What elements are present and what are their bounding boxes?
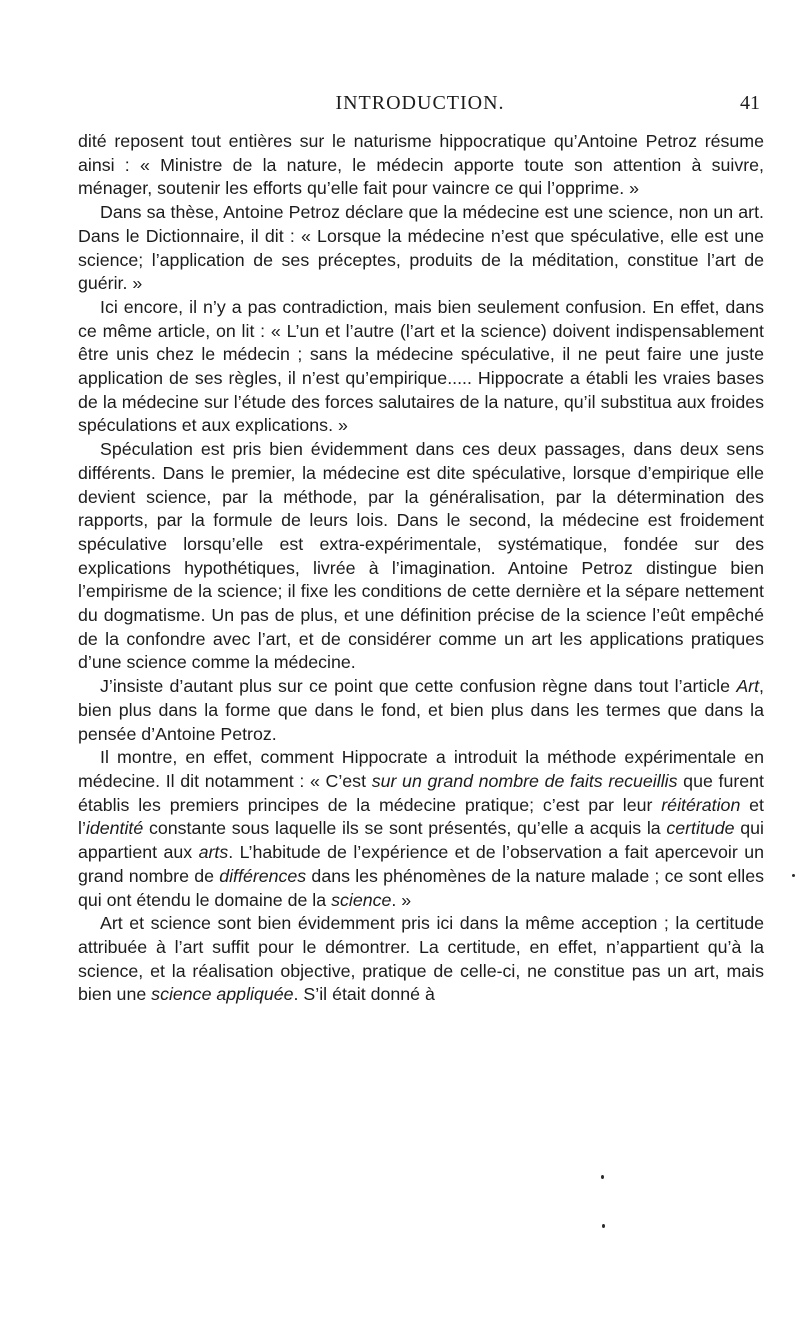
text-span: . L’habitude de l’expérience et de l’observation a fait apercevoir un grand nombre de [78,842,765,886]
paragraph [78,746,764,912]
italic-term: sur un grand nombre de faits recueillis [371,770,678,791]
text-span: Dans sa thèse, Antoine Petroz déclare que la médecine est une science, non un art. Dans le Dictionnaire, il dit : « Lorsque la médecine n’est que spéculative, elle est une science; l’application de ses préceptes, produits de la méditation, constitue l’art de guérir. » [78,202,764,294]
paragraph [78,296,764,438]
ink-speck [602,1224,605,1228]
text-span: . » [391,889,412,910]
page-number: 41 [740,92,760,114]
italic-term: science [331,889,392,910]
text-span: J’insiste d’autant plus sur ce point que cette confusion règne dans tout l’article [100,676,737,697]
text-span: constante sous laquelle ils se sont présentés, qu’elle a acquis la [143,818,667,839]
paragraph [78,675,764,746]
ink-speck [792,874,795,877]
italic-term: arts [198,842,229,863]
italic-term: réitération [661,794,741,815]
running-title: INTRODUCTION. [335,92,505,114]
ink-speck [601,1175,604,1179]
paragraph [78,438,764,675]
text-span: que furent établis les premiers principes de la médecine pratique; c’est par leur [78,770,764,815]
text-span: qui appartient aux [78,818,764,863]
italic-term: Art [736,676,760,697]
text-span: dans les phénomènes de la nature malade ; ce sont elles qui ont étendu le domaine de la [78,865,764,910]
text-span: Ici encore, il n’y a pas contradiction, mais bien seulement confusion. En effet, dans ce même article, on lit : « L’un et l’autre (l’art et la science) doivent indispensablement être unis chez le médecin ; sans la médecine spéculative, il ne peut faire une juste application de ses règles, il n’est qu’empirique..... Hippocrate a établi les vraies bases de la médecine sur l’étude des forces salutaires de la nature, qu’il substitua aux froides spéculations et aux explications. » [78,296,764,436]
text-span: Il montre, en effet, comment Hippocrate a introduit la méthode expérimentale en médecine. Il dit notamment : « C’est [78,747,764,791]
text-span: dité reposent tout entières sur le naturisme hippocratique qu’Antoine Petroz résume ainsi : « Ministre de la nature, le médecin apporte toute son attention à suivre, ménager, soutenir les efforts qu’elle fait pour vaincre ce qui l’opprime. » [78,131,764,199]
italic-term: identité [85,818,144,839]
italic-term: certitude [666,818,735,839]
text-span: . S’il était donné à [293,984,435,1005]
text-span: Spéculation est pris bien évidemment dans ces deux passages, dans deux sens différents. Dans le premier, la médecine est dite spéculative, lorsque d’empirique elle devient science, par la méthode, par la généralisation, par la détermination des rapports, par la formule de leurs lois. Dans le second, la médecine est froidement spéculative lorsqu’elle est extra-expérimentale, systématique, fondée sur des explications hypothétiques, livrée à l’imagination. Antoine Petroz distingue bien l’empirisme de la science; il fixe les conditions de cette dernière et la sépare nettement du dogmatisme. Un pas de plus, et une définition précise de la science l’eût empêché de la confondre avec l’art, et de considérer comme un art les applications pratiques d’une science comme la médecine. [78,439,764,673]
text-span: Art et science sont bien évidemment pris ici dans la même acception ; la certitude attribuée à l’art suffit pour le démontrer. La certitude, en effet, n’appartient qu’à la science, et la réalisation objective, pratique de celle-ci, ne constitue pas un art, mais bien une [78,913,764,1005]
paragraph-continuation [78,130,764,201]
italic-term: science appliquée [151,984,294,1005]
paragraph [78,201,764,296]
body-text [78,130,764,1007]
paragraph [78,912,764,1007]
running-head [80,92,760,122]
text-span: et l’ [78,794,764,839]
text-span: , bien plus dans la forme que dans le fond, et bien plus dans les termes que dans la pensée d’Antoine Petroz. [78,676,764,744]
italic-term: différences [219,865,307,886]
